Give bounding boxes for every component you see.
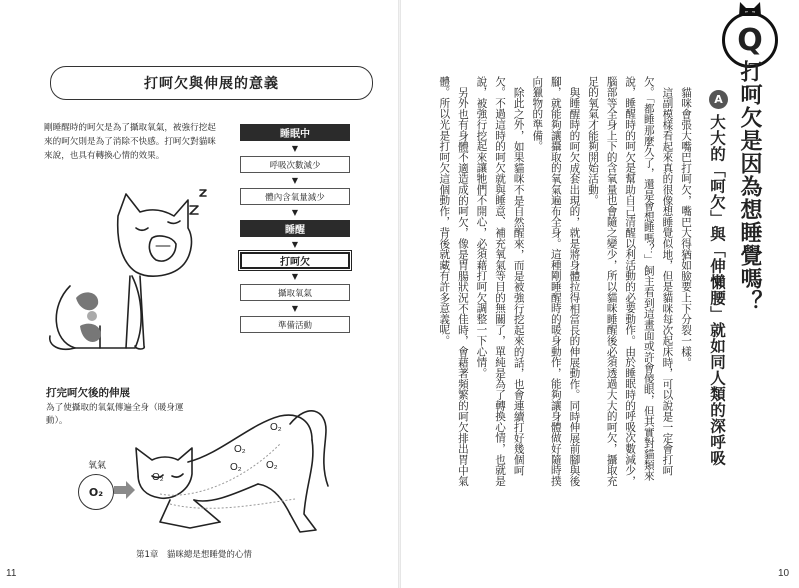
body-paragraph: 另外也有身體不適造成的呵欠，像是胃腸狀況不佳時，會藉著頻繁的呵欠排出胃中氣體。所以光是打呵欠這個動作，背後就藏有許多意義呢。 [438, 76, 469, 487]
flow-step-intake-oxygen: 攝取氧氣 [240, 284, 350, 301]
yawning-cat-illustration [40, 176, 215, 366]
o2-label-thigh: O₂ [266, 460, 278, 471]
body-paragraph: 除此之外，如果貓咪不是自然醒來，而是被強行挖起來的話，也會連續打好幾個呵欠。不過這時的呵欠就與睡意、補充氧氣等目的無關了，單純是為了轉換心情，也就是說，被強行挖起來讓牠們不開心，必須藉打呵欠調整一下心情。 [475, 76, 525, 487]
book-gutter [398, 0, 401, 588]
stretching-cat-illustration [130, 404, 335, 544]
sleep-flow-diagram [240, 124, 350, 333]
o2-label-body: O₂ [230, 462, 242, 473]
question-mark-q: Q [722, 12, 778, 68]
body-paragraph: 與睡醒時的呵欠成套出現的，就是將身體拉得相當長的伸展動作。同時伸展前腳與後腳，就能夠讓攝取的氧氣遍布全身。這種剛睡醒時的暖身動作，能夠讓身體做好隨時撲向獵物的準備。 [531, 76, 581, 487]
flow-step-oxygen-decrease: 體內含氧量減少 [240, 188, 350, 205]
body-text [438, 76, 695, 496]
flow-step-prepare-activity: 準備活動 [240, 316, 350, 333]
o2-bubble [78, 474, 114, 510]
o2-label-hip: O₂ [270, 422, 282, 433]
oxygen-label: 氧氣 [88, 461, 107, 471]
body-paragraph: 這副模樣看起來真的很像想睡覺似地，但是貓咪每次起床時，可以說是一定會打呵欠。「都睡那麼久了，還是會想睡嗎？」飼主看到這畫面或許會傻眼，但其實對貓類來說，睡醒時的呵欠是幫助自己清醒以利活動的必要動作。由於睡眠時的呼吸次數減少，腦部等全身上下的含氧量也會隨之變少，所以貓咪睡醒後必須透過大大的呵欠，攝取充足的氧氣才能夠開始活動。 [587, 76, 674, 487]
o2-label-head: O₂ [152, 472, 164, 483]
flow-step-sleeping: 睡眠中 [240, 124, 350, 141]
section-title: 打呵欠與伸展的意義 [50, 66, 373, 100]
o2-symbol: O₂ [88, 485, 104, 499]
question-title: 打呵欠是因為想睡覺嗎？ [737, 60, 762, 313]
answer-badge: A [709, 90, 728, 109]
answer-title: 大大的「呵欠」與「伸懶腰」就如同人類的深呼吸 [708, 114, 726, 466]
intro-text: 剛睡醒時的呵欠是為了攝取氧氣，被強行挖起來的呵欠則是為了消除不快感。打呵欠對貓咪來說，也具有轉換心情的效果。 [44, 123, 216, 161]
stretch-text: 為了使攝取的氧氣傳遍全身（暖身運動）。 [46, 403, 184, 426]
flow-step-awake: 睡醒 [240, 220, 350, 237]
o2-label-back: O₂ [234, 444, 246, 455]
flow-arrow-icon: ▼ [291, 304, 299, 313]
body-paragraph: 貓咪會張大嘴巴打呵欠，嘴巴大得猶如臉要上下分裂一樣。 [680, 86, 692, 368]
flow-arrow-icon: ▼ [291, 240, 299, 249]
flow-arrow-icon: ▼ [291, 208, 299, 217]
page-number-left: 11 [6, 568, 17, 579]
flow-step-yawn: 打呵欠 [240, 252, 350, 269]
stretch-title: 打完呵欠後的伸展 [46, 387, 130, 399]
flow-step-breathing-decrease: 呼吸次數減少 [240, 156, 350, 173]
flow-arrow-icon: ▼ [291, 176, 299, 185]
page-number-right: 10 [778, 568, 790, 579]
flow-arrow-icon: ▼ [291, 272, 299, 281]
flow-arrow-icon: ▼ [291, 144, 299, 153]
chapter-footer: 第1章 貓咪總是想睡覺的心情 [136, 550, 252, 560]
